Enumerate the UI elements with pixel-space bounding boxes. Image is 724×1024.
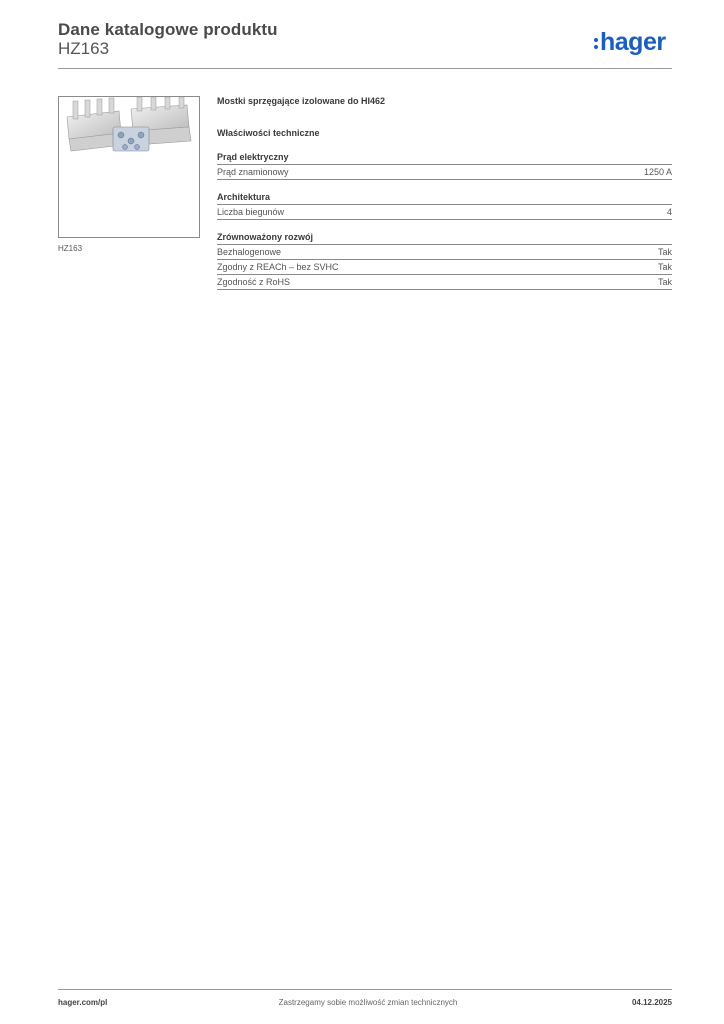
row-label: Zgodny z REACh – bez SVHC (217, 262, 339, 272)
row-value: 1250 A (643, 167, 672, 177)
website-link[interactable]: hager.com/pl (58, 998, 108, 1007)
footer-divider (58, 989, 672, 990)
product-code: HZ163 (58, 39, 110, 58)
group-title: Architektura (217, 192, 672, 205)
group-architecture (217, 192, 672, 220)
row-label: Bezhalogenowe (217, 247, 282, 257)
row-label: Zgodność z RoHS (217, 277, 291, 287)
footer-disclaimer: Zastrzegamy sobie możliwość zmian technicznych (278, 998, 458, 1007)
product-image (58, 96, 200, 238)
product-details (217, 96, 672, 302)
page-title: Dane katalogowe produktu (58, 20, 278, 39)
group-sustainability (217, 232, 672, 290)
row-label: Liczba biegunów (217, 207, 285, 217)
row-value: Tak (657, 262, 672, 272)
busbar-bridges-icon (59, 97, 199, 237)
logo-text: hager (600, 27, 666, 56)
row-value: 4 (666, 207, 672, 217)
table-row (217, 165, 672, 180)
row-label: Prąd znamionowy (217, 167, 289, 177)
product-name: Mostki sprzęgające izolowane do HI462 (217, 96, 386, 106)
table-row (217, 205, 672, 220)
group-title: Prąd elektryczny (217, 152, 672, 165)
properties-heading: Właściwości techniczne (217, 128, 320, 138)
table-row (217, 245, 672, 260)
group-title: Zrównoważony rozwój (217, 232, 672, 245)
image-caption: HZ163 (58, 244, 83, 253)
logo-dots-icon (594, 38, 598, 49)
header-divider (58, 68, 672, 69)
table-row (217, 275, 672, 290)
hager-logo (594, 28, 666, 56)
row-value: Tak (657, 247, 672, 257)
group-electric-current (217, 152, 672, 180)
footer-date: 04.12.2025 (631, 998, 672, 1007)
table-row (217, 260, 672, 275)
row-value: Tak (657, 277, 672, 287)
